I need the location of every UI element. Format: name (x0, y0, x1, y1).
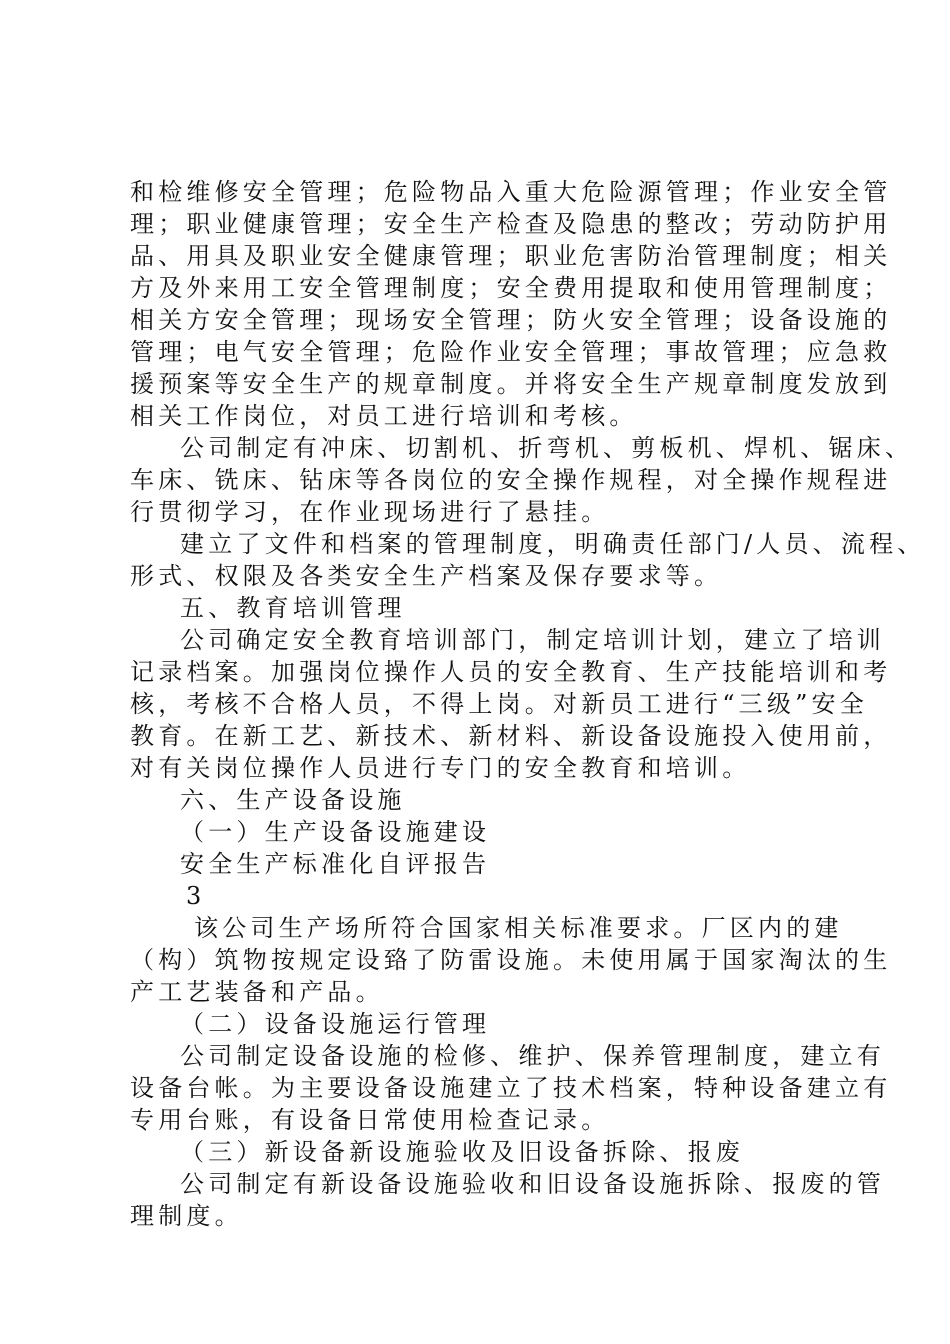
text-line: 理制度。 (130, 1202, 243, 1230)
text-line: 公司确定安全教育培训部门，制定培训计划，建立了培训 (180, 626, 885, 654)
text-line: 公司制定有冲床、切割机、折弯机、剪板机、焊机、锯床、 (180, 434, 914, 462)
subheading-equipment-construction: （一）生产设备设施建设 (180, 818, 491, 846)
text-line: 公司制定设备设施的检修、维护、保养管理制度，建立有 (180, 1042, 885, 1070)
section-heading-training: 五、教育培训管理 (180, 594, 406, 622)
text-line: （构）筑物按规定设臵了防雷设施。未使用属于国家淘汰的生 (130, 946, 892, 974)
text-line: 教育。在新工艺、新技术、新材料、新设备设施投入使用前， (130, 722, 892, 750)
page-number: 3 (186, 882, 206, 910)
text-line: 和检维修安全管理；危险物品入重大危险源管理；作业安全管 (130, 178, 892, 206)
text-line: 建立了文件和档案的管理制度，明确责任部门/人员、流程、 (180, 530, 926, 558)
text-line: 产工艺装备和产品。 (130, 978, 384, 1006)
section-heading-equipment: 六、生产设备设施 (180, 786, 406, 814)
text-line: 援预案等安全生产的规章制度。并将安全生产规章制度发放到 (130, 370, 892, 398)
text-line: 品、用具及职业安全健康管理；职业危害防治管理制度；相关 (130, 242, 892, 270)
text-line: 方及外来用工安全管理制度；安全费用提取和使用管理制度； (130, 274, 892, 302)
text-line: 形式、权限及各类安全生产档案及保存要求等。 (130, 562, 723, 590)
text-line: 专用台账，有设备日常使用检查记录。 (130, 1106, 610, 1134)
text-line: 公司制定有新设备设施验收和旧设备设施拆除、报废的管 (180, 1170, 885, 1198)
subheading-new-equipment-acceptance: （三）新设备新设施验收及旧设备拆除、报废 (180, 1138, 744, 1166)
text-line: 行贯彻学习，在作业现场进行了悬挂。 (130, 498, 610, 526)
text-line: 理；职业健康管理；安全生产检查及隐患的整改；劳动防护用 (130, 210, 892, 238)
text-line: 车床、铣床、钻床等各岗位的安全操作规程，对全操作规程进 (130, 466, 892, 494)
text-line: 设备台帐。为主要设备设施建立了技术档案，特种设备建立有 (130, 1074, 892, 1102)
text-line: 记录档案。加强岗位操作人员的安全教育、生产技能培训和考 (130, 658, 892, 686)
text-line: 核，考核不合格人员，不得上岗。对新员工进行“三级”安全 (130, 690, 868, 718)
text-line: 管理；电气安全管理；危险作业安全管理；事故管理；应急救 (130, 338, 892, 366)
text-line: 对有关岗位操作人员进行专门的安全教育和培训。 (130, 754, 751, 782)
text-line: 相关工作岗位，对员工进行培训和考核。 (130, 402, 638, 430)
text-line: 相关方安全管理；现场安全管理；防火安全管理；设备设施的 (130, 306, 892, 334)
running-title: 安全生产标准化自评报告 (180, 850, 491, 878)
text-line: 该公司生产场所符合国家相关标准要求。厂区内的建 (194, 914, 843, 942)
subheading-equipment-operation: （二）设备设施运行管理 (180, 1010, 491, 1038)
